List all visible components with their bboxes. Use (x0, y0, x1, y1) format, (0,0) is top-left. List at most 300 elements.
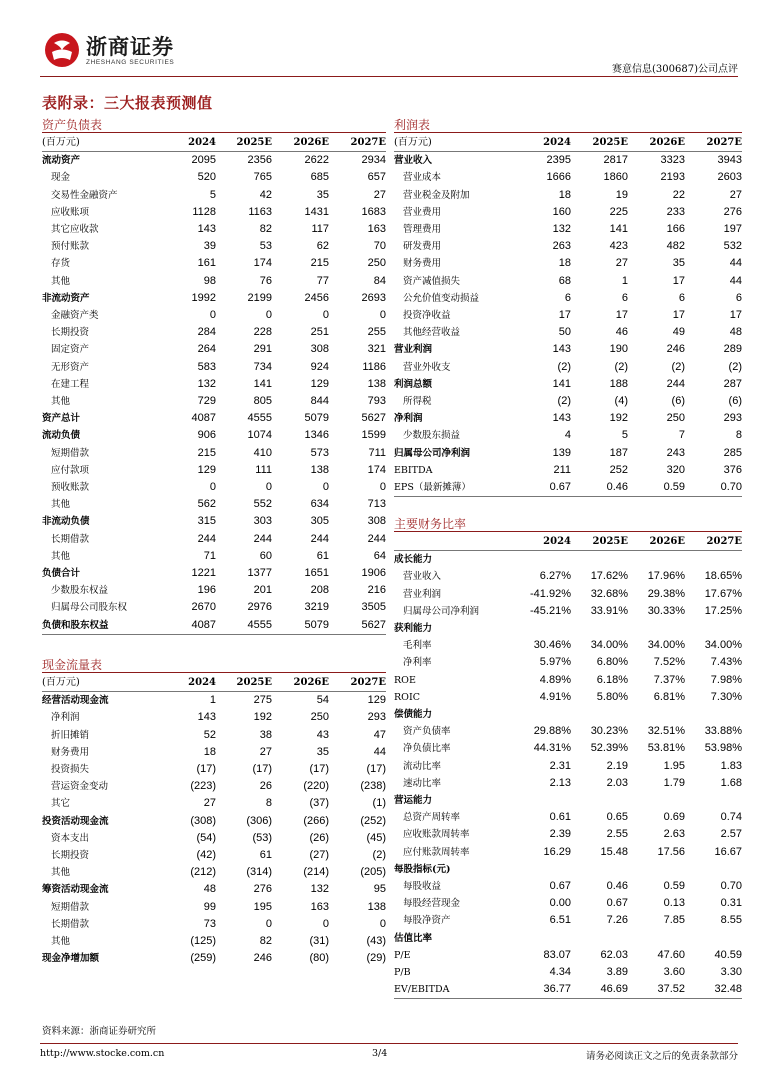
ratios-title: 主要财务比率 (394, 517, 467, 531)
value-cell: 0 (322, 481, 329, 494)
year-header: 2027E (706, 536, 742, 547)
value-cell: 3219 (304, 601, 329, 614)
row-label: 所得税 (403, 396, 432, 408)
value-cell: 276 (723, 205, 742, 218)
table-row (394, 912, 742, 929)
value-cell: (2) (557, 395, 571, 408)
value-cell: 0 (209, 481, 216, 494)
value-cell: (2) (728, 360, 742, 373)
value-cell: 0 (379, 309, 386, 322)
unit-label: (百万元) (42, 677, 80, 688)
value-cell: 7.43% (710, 656, 742, 669)
value-cell: 29.38% (647, 587, 685, 600)
value-cell: 76 (259, 274, 272, 287)
value-cell: 46.69 (600, 983, 628, 996)
table-row (42, 238, 386, 255)
table-row (42, 950, 386, 967)
row-label: 折旧摊销 (51, 729, 90, 741)
value-cell: 196 (197, 584, 216, 597)
value-cell: 482 (666, 240, 685, 253)
value-cell: 2976 (247, 601, 272, 614)
value-cell: 0.67 (549, 880, 571, 893)
row-label: 其他 (51, 550, 71, 562)
table-row (394, 981, 742, 999)
value-cell: 143 (552, 412, 571, 425)
row-label: 归属母公司净利润 (403, 605, 480, 617)
value-cell: 3323 (660, 154, 685, 167)
value-cell: 19 (615, 188, 628, 201)
value-cell: 225 (609, 205, 628, 218)
row-label: 营业收入 (403, 571, 442, 583)
value-cell (571, 706, 628, 723)
row-label: 营业利润 (394, 344, 433, 356)
table-row (394, 445, 742, 462)
row-label: 其他经营收益 (403, 327, 461, 339)
value-cell (628, 861, 685, 878)
value-cell: 6.18% (596, 673, 628, 686)
value-cell: 73 (203, 917, 216, 930)
row-label: 负债合计 (42, 568, 81, 580)
value-cell: 2603 (717, 171, 742, 184)
row-label: 固定资产 (51, 344, 90, 356)
table-row (42, 864, 386, 881)
row-label: 利润总额 (394, 378, 433, 390)
table-row (42, 813, 386, 830)
value-cell: 139 (552, 446, 571, 459)
value-cell: 6 (735, 291, 742, 304)
table-row (42, 152, 386, 170)
value-cell: 0 (265, 481, 272, 494)
value-cell: (26) (309, 831, 329, 844)
table-row (42, 187, 386, 204)
zheshang-logo-icon (44, 32, 80, 68)
value-cell: 7.26 (606, 914, 628, 927)
value-cell: 174 (253, 257, 272, 270)
value-cell (514, 930, 571, 947)
value-cell: 174 (367, 463, 386, 476)
table-row (394, 152, 742, 170)
table-row (42, 479, 386, 496)
table-row (42, 744, 386, 761)
value-cell: 1346 (304, 429, 329, 442)
table-row (42, 548, 386, 565)
value-cell: 1860 (603, 171, 628, 184)
table-row (42, 445, 386, 462)
value-cell: 60 (259, 549, 272, 562)
table-row (394, 238, 742, 255)
value-cell: 216 (367, 584, 386, 597)
row-label: 在建工程 (51, 378, 90, 390)
value-cell: (2) (372, 849, 386, 862)
row-label: 营业税金及附加 (403, 189, 470, 201)
value-cell: 1 (621, 274, 628, 287)
row-label: 其它 (51, 798, 71, 810)
table-row (394, 462, 742, 479)
value-cell (571, 861, 628, 878)
value-cell: 5 (209, 188, 216, 201)
value-cell: (31) (309, 935, 329, 948)
row-label: 投资损失 (51, 764, 90, 776)
row-label: P/B (394, 967, 411, 979)
value-cell (514, 792, 571, 809)
value-cell: (17) (196, 763, 216, 776)
value-cell: 4.89% (539, 673, 571, 686)
table-row (42, 324, 386, 341)
value-cell: 552 (253, 498, 272, 511)
table-row (394, 689, 742, 706)
disclaimer: 请务必阅读正文之后的免责条款部分 (585, 1051, 738, 1062)
value-cell: 192 (609, 412, 628, 425)
table-row (42, 427, 386, 444)
value-cell: 6.80% (596, 656, 628, 669)
value-cell: 2622 (304, 154, 329, 167)
value-cell: (238) (360, 780, 386, 793)
value-cell: 233 (666, 205, 685, 218)
value-cell: (2) (614, 360, 628, 373)
year-header: 2025E (236, 677, 272, 688)
value-cell: 4087 (191, 618, 216, 631)
value-cell: 143 (197, 711, 216, 724)
value-cell: (17) (309, 763, 329, 776)
value-cell: 36.77 (543, 983, 571, 996)
table-row (394, 359, 742, 376)
value-cell: 143 (197, 223, 216, 236)
value-cell: 244 (666, 377, 685, 390)
value-cell: 410 (253, 446, 272, 459)
value-cell: 62 (316, 240, 329, 253)
value-cell: 2.13 (549, 776, 571, 789)
value-cell: (4) (614, 395, 628, 408)
page-title: 表附录：三大报表预测值 (42, 94, 213, 112)
row-label: 长期借款 (51, 918, 90, 930)
value-cell: 252 (609, 463, 628, 476)
value-cell: 2693 (361, 291, 386, 304)
value-cell: (266) (303, 814, 329, 827)
row-label: 预收账款 (51, 482, 90, 494)
row-label: 流动负债 (42, 430, 81, 442)
value-cell: 17 (558, 309, 571, 322)
value-cell: 6.51 (549, 914, 571, 927)
value-cell: 166 (666, 223, 685, 236)
row-label: 研发费用 (403, 241, 442, 253)
page-footer (40, 1043, 738, 1063)
row-label: 存货 (51, 258, 71, 270)
value-cell: 141 (609, 223, 628, 236)
value-cell: 129 (197, 463, 216, 476)
table-row (394, 672, 742, 689)
value-cell: 82 (259, 223, 272, 236)
value-cell: 2095 (191, 154, 216, 167)
value-cell (685, 620, 742, 637)
value-cell: 1163 (248, 205, 272, 218)
row-label: 财务费用 (403, 258, 442, 270)
value-cell (628, 620, 685, 637)
value-cell: 844 (310, 395, 329, 408)
table-row (42, 273, 386, 290)
table-row (42, 204, 386, 221)
table-row (394, 273, 742, 290)
page-number: 3/4 (372, 1048, 388, 1059)
year-header: 2026E (649, 536, 685, 547)
row-label: 经营活动现金流 (42, 695, 109, 707)
value-cell: 215 (310, 257, 329, 270)
value-cell: -41.92% (530, 587, 571, 600)
value-cell: 187 (609, 446, 628, 459)
value-cell: (17) (366, 763, 386, 776)
value-cell: 143 (552, 343, 571, 356)
value-cell: 30.33% (647, 604, 685, 617)
value-cell: 16.29 (543, 845, 571, 858)
value-cell: 0 (322, 917, 329, 930)
table-row (394, 204, 742, 221)
value-cell: 924 (310, 360, 329, 373)
value-cell: 17.96% (647, 570, 685, 583)
value-cell: 2.39 (549, 828, 571, 841)
value-cell: 18 (203, 745, 216, 758)
value-cell (571, 620, 628, 637)
year-header: 2024 (543, 536, 571, 547)
value-cell: 1599 (361, 429, 386, 442)
row-label: 成长能力 (394, 554, 433, 566)
value-cell: 0 (209, 309, 216, 322)
table-row (394, 307, 742, 324)
table-row (394, 290, 742, 307)
value-cell: 3.89 (606, 966, 628, 979)
value-cell: 244 (310, 532, 329, 545)
value-cell: 2395 (546, 154, 571, 167)
value-cell (514, 551, 571, 569)
value-cell: 44 (729, 257, 742, 270)
value-cell: 532 (723, 240, 742, 253)
table-row (394, 706, 742, 723)
year-header: 2026E (293, 677, 329, 688)
value-cell: 192 (253, 711, 272, 724)
year-header: 2025E (592, 137, 628, 148)
value-cell: (53) (252, 831, 272, 844)
table-row (394, 255, 742, 272)
value-cell: 734 (253, 360, 272, 373)
table-row (42, 359, 386, 376)
value-cell: 3943 (717, 154, 742, 167)
row-label: 估值比率 (394, 932, 433, 944)
value-cell: 211 (553, 463, 571, 476)
value-cell: 138 (367, 900, 386, 913)
value-cell: 3505 (361, 601, 386, 614)
value-cell: 264 (197, 343, 216, 356)
cash-flow-table (42, 674, 386, 967)
value-cell: 308 (367, 515, 386, 528)
value-cell: 111 (255, 463, 272, 476)
table-row (42, 307, 386, 324)
row-label: 营业利润 (403, 588, 442, 600)
value-cell (685, 930, 742, 947)
row-label: 短期借款 (51, 901, 90, 913)
value-cell: 16.67 (714, 845, 742, 858)
row-label: 营业费用 (403, 206, 442, 218)
value-cell: 98 (203, 274, 216, 287)
value-cell: 2356 (247, 154, 272, 167)
row-label: 其它应收款 (51, 224, 99, 236)
value-cell: 1683 (361, 205, 386, 218)
value-cell: 2.31 (549, 759, 571, 772)
value-cell: 6 (564, 291, 571, 304)
value-cell: 0.67 (606, 897, 628, 910)
value-cell: 84 (373, 274, 386, 287)
year-header: 2025E (236, 137, 272, 148)
value-cell: 1377 (247, 567, 272, 580)
value-cell: 138 (367, 377, 386, 390)
table-header-row (42, 134, 386, 152)
value-cell: (17) (252, 763, 272, 776)
row-label: 流动资产 (42, 155, 81, 167)
value-cell: 43 (316, 728, 329, 741)
value-cell: 17 (729, 309, 742, 322)
value-cell: 293 (723, 412, 742, 425)
value-cell: 61 (259, 849, 272, 862)
table-header-row (394, 533, 742, 551)
value-cell: 0.65 (606, 811, 628, 824)
value-cell (514, 861, 571, 878)
year-header: 2024 (543, 137, 571, 148)
balance-sheet-rule (42, 132, 386, 133)
value-cell: 29.88% (533, 725, 571, 738)
table-row (394, 568, 742, 585)
row-label: 资产减值损失 (403, 275, 461, 287)
row-label: 负债和股东权益 (42, 619, 109, 631)
value-cell: 53.98% (704, 742, 742, 755)
value-cell: 22 (672, 188, 685, 201)
value-cell: 40.59 (714, 948, 742, 961)
row-label: 长期投资 (51, 327, 90, 339)
value-cell: 161 (197, 257, 216, 270)
table-row (42, 761, 386, 778)
table-row (42, 255, 386, 272)
row-label: 总资产周转率 (403, 812, 461, 824)
value-cell: 18.65% (704, 570, 742, 583)
value-cell: 33.91% (590, 604, 628, 617)
value-cell: (37) (309, 797, 329, 810)
table-row (394, 654, 742, 671)
table-row (394, 551, 742, 569)
value-cell: 33.88% (704, 725, 742, 738)
value-cell: 906 (197, 429, 216, 442)
value-cell: 0.59 (663, 481, 685, 494)
row-label: 应付账款周转率 (403, 846, 470, 858)
value-cell: 17 (672, 274, 685, 287)
table-row (394, 861, 742, 878)
row-label: 毛利率 (403, 640, 432, 652)
value-cell: 37.52 (657, 983, 685, 996)
value-cell: 1.79 (663, 776, 685, 789)
income-rule (394, 132, 742, 133)
table-row (42, 899, 386, 916)
value-cell: 35 (316, 188, 329, 201)
table-row (42, 933, 386, 950)
row-label: 无形资产 (51, 361, 90, 373)
value-cell: 0.00 (549, 897, 571, 910)
value-cell: 4555 (247, 618, 272, 631)
value-cell: (125) (190, 935, 216, 948)
value-cell: 250 (310, 711, 329, 724)
value-cell: 15.48 (600, 845, 628, 858)
row-label: 投资净收益 (403, 310, 451, 322)
value-cell: 0.59 (663, 880, 685, 893)
value-cell: 562 (197, 498, 216, 511)
table-row (394, 930, 742, 947)
value-cell: 244 (197, 532, 216, 545)
value-cell: 285 (723, 446, 742, 459)
value-cell: 53.81% (647, 742, 685, 755)
table-row (394, 169, 742, 186)
balance-sheet-table (42, 134, 386, 635)
row-label: 获利能力 (394, 623, 433, 635)
year-header: 2025E (592, 536, 628, 547)
value-cell: 246 (253, 952, 272, 965)
value-cell: 132 (310, 883, 329, 896)
value-cell: 7.52% (653, 656, 685, 669)
value-cell (685, 792, 742, 809)
value-cell: 8.55 (720, 914, 742, 927)
table-row (394, 947, 742, 964)
value-cell (628, 551, 685, 569)
table-row (394, 603, 742, 620)
value-cell: (205) (360, 866, 386, 879)
value-cell: 129 (310, 377, 329, 390)
value-cell: 54 (316, 694, 329, 707)
value-cell: (314) (246, 866, 272, 879)
value-cell: 52.39% (590, 742, 628, 755)
value-cell: (2) (671, 360, 685, 373)
value-cell: 163 (367, 223, 386, 236)
value-cell: 2.55 (606, 828, 628, 841)
value-cell: 68 (558, 274, 571, 287)
table-row (42, 582, 386, 599)
table-row (42, 393, 386, 410)
table-row (394, 775, 742, 792)
value-cell: 573 (310, 446, 329, 459)
table-row (42, 916, 386, 933)
footer-url[interactable]: http://www.stocke.com.cn (40, 1048, 165, 1059)
value-cell: 0.46 (606, 880, 628, 893)
value-cell: 32.51% (647, 725, 685, 738)
row-label: 其他 (51, 499, 71, 511)
value-cell: 729 (197, 395, 216, 408)
table-row (394, 895, 742, 912)
value-cell: 188 (609, 377, 628, 390)
report-info: 赛意信息(300687)公司点评 (612, 64, 738, 75)
income-statement-title: 利润表 (394, 118, 431, 132)
table-row (42, 565, 386, 582)
value-cell: 7 (678, 429, 685, 442)
year-header: 2027E (350, 677, 386, 688)
value-cell: 7.85 (663, 914, 685, 927)
row-label: 偿债能力 (394, 709, 433, 721)
row-label: 营业外收支 (403, 361, 451, 373)
value-cell: (43) (366, 935, 386, 948)
value-cell (514, 706, 571, 723)
value-cell: 141 (552, 377, 571, 390)
value-cell: 4.34 (549, 966, 571, 979)
value-cell: 8 (265, 797, 272, 810)
value-cell: (252) (360, 814, 386, 827)
value-cell (628, 792, 685, 809)
value-cell: (1) (372, 797, 386, 810)
row-label: 资本支出 (51, 832, 90, 844)
value-cell: 32.48 (714, 983, 742, 996)
value-cell: 34.00% (590, 639, 628, 652)
value-cell: 50 (558, 326, 571, 339)
value-cell: 5 (621, 429, 628, 442)
